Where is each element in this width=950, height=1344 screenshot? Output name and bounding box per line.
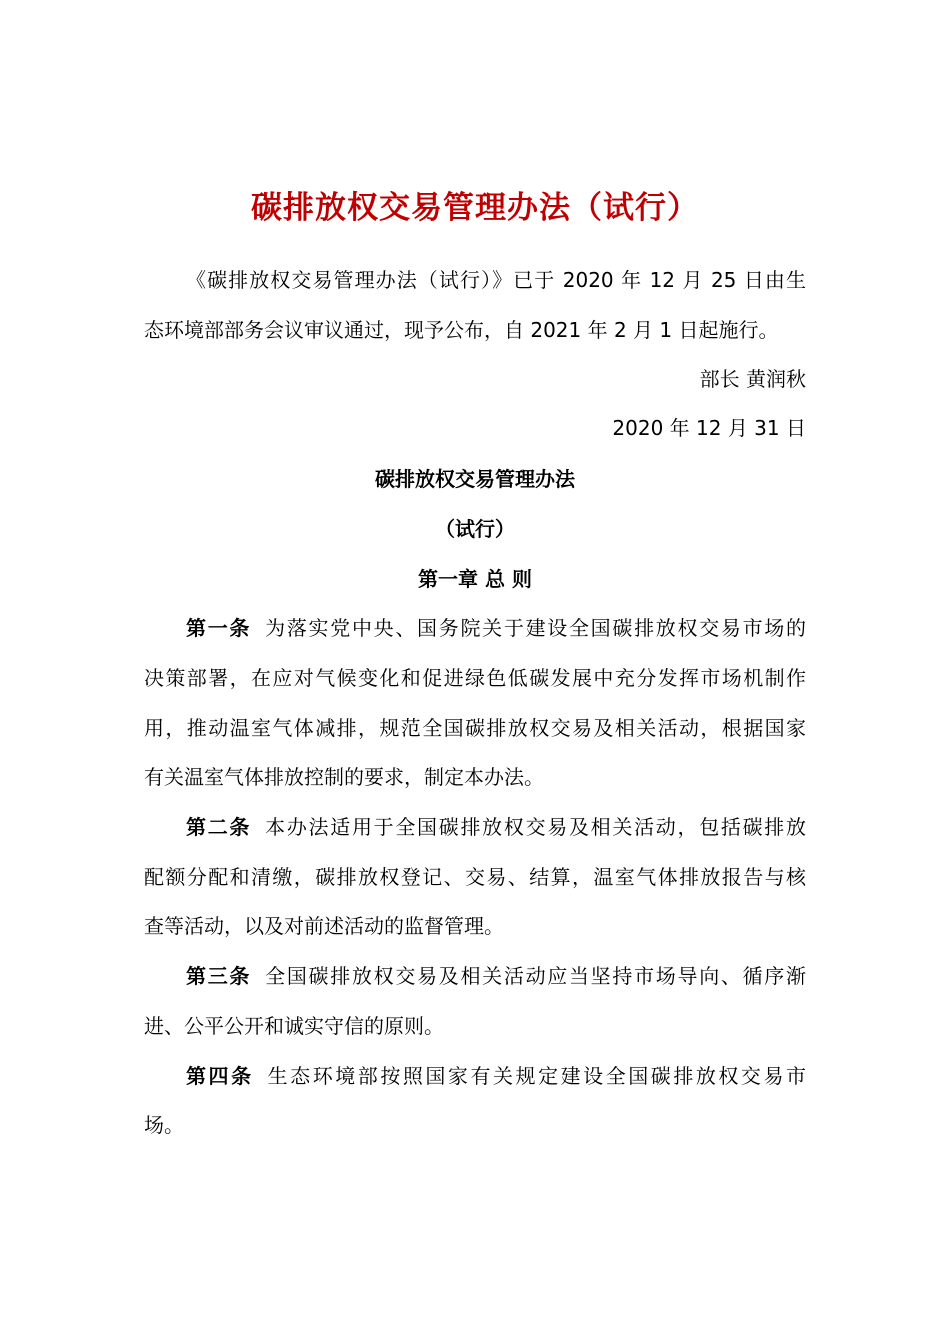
article-4-line-1 — [186, 1061, 806, 1091]
article-label: 第三条 — [186, 964, 252, 988]
article-2-line-3: 查等活动，以及对前述活动的监督管理。 — [144, 914, 504, 938]
article-1-line-1 — [186, 613, 806, 643]
article-text: 全国碳排放权交易及相关活动应当坚持市场导向、循序渐 — [265, 964, 807, 988]
regulation-name: 碳排放权交易管理办法 — [375, 467, 575, 491]
article-1-line-3: 用，推动温室气体减排，规范全国碳排放权交易及相关活动，根据国家 — [144, 716, 806, 740]
article-label: 第四条 — [186, 1064, 254, 1088]
article-1-line-4: 有关温室气体排放控制的要求，制定本办法。 — [144, 765, 544, 789]
article-2-line-1 — [186, 812, 806, 842]
notice-line-1: 《碳排放权交易管理办法（试行）》已于 2020 年 12 月 25 日由生 — [186, 268, 806, 292]
article-text: 为落实党中央、国务院关于建设全国碳排放权交易市场的 — [265, 616, 807, 640]
chapter-heading: 第一章 总 则 — [418, 567, 532, 591]
article-1-line-2: 决策部署，在应对气候变化和促进绿色低碳发展中充分发挥市场机制作 — [144, 666, 806, 690]
notice-line-2: 态环境部部务会议审议通过，现予公布，自 2021 年 2 月 1 日起施行。 — [144, 318, 779, 342]
article-2-line-2: 配额分配和清缴，碳排放权登记、交易、结算，温室气体排放报告与核 — [144, 865, 806, 889]
article-3-line-1 — [186, 961, 806, 991]
sign-date: 2020 年 12 月 31 日 — [612, 416, 806, 440]
article-text: 生态环境部按照国家有关规定建设全国碳排放权交易市 — [267, 1064, 807, 1088]
article-text: 本办法适用于全国碳排放权交易及相关活动，包括碳排放 — [265, 815, 807, 839]
article-4-line-2: 场。 — [144, 1113, 184, 1137]
article-label: 第一条 — [186, 616, 252, 640]
document-title: 碳排放权交易管理办法（试行） — [251, 190, 699, 226]
signer: 部长 黄润秋 — [699, 367, 806, 391]
article-label: 第二条 — [186, 815, 252, 839]
regulation-trial-label: （试行） — [435, 517, 515, 541]
article-3-line-2: 进、公平公开和诚实守信的原则。 — [144, 1014, 444, 1038]
